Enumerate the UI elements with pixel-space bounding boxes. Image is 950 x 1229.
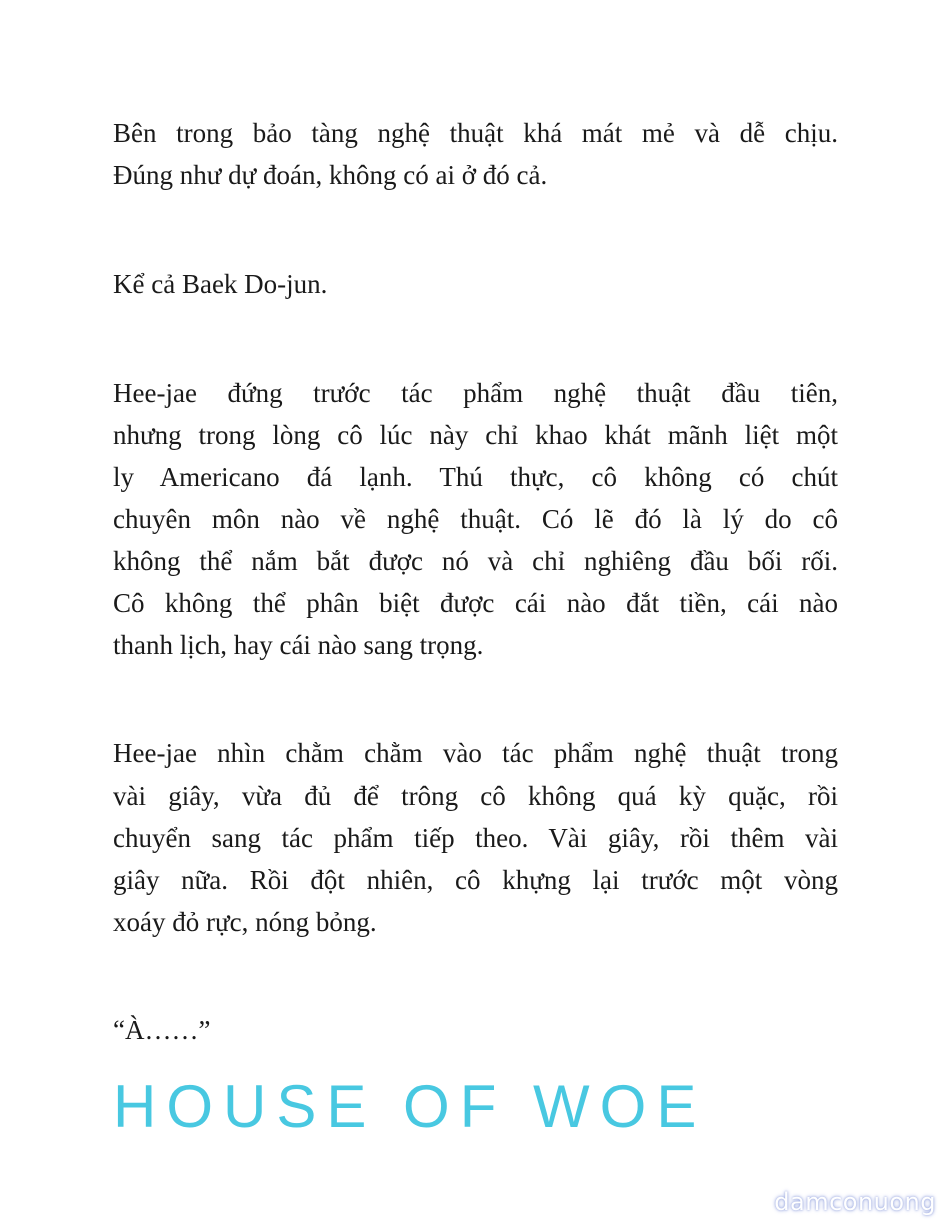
text-line: chuyển sang tác phẩm tiếp theo. Vài giây, rồi thêm vài	[113, 823, 838, 853]
text-line: chuyên môn nào về nghệ thuật. Có lẽ đó là lý do cô	[113, 504, 838, 534]
text-line: nhưng trong lòng cô lúc này chỉ khao khát mãnh liệt một	[113, 420, 838, 450]
text-line: Kể cả Baek Do-jun.	[113, 269, 328, 299]
house-of-woe-watermark: HOUSE OF WOE	[113, 1073, 707, 1140]
text-line: Hee-jae nhìn chằm chằm vào tác phẩm nghệ thuật trong	[113, 738, 838, 768]
text-line: Cô không thể phân biệt được cái nào đắt tiền, cái nào	[113, 588, 838, 618]
text-line: Bên trong bảo tàng nghệ thuật khá mát mẻ và dễ chịu.	[113, 118, 838, 148]
text-line: thanh lịch, hay cái nào sang trọng.	[113, 630, 484, 660]
text-line: Hee-jae đứng trước tác phẩm nghệ thuật đầu tiên,	[113, 378, 838, 408]
text-line: Đúng như dự đoán, không có ai ở đó cả.	[113, 160, 548, 190]
text-line: xoáy đỏ rực, nóng bỏng.	[113, 907, 377, 937]
text-line: giây nữa. Rồi đột nhiên, cô khựng lại trước một vòng	[113, 865, 838, 895]
site-watermark: damconuong	[774, 1188, 936, 1216]
text-line: “À……”	[113, 1015, 211, 1045]
text-line: vài giây, vừa đủ để trông cô không quá kỳ quặc, rồi	[113, 781, 838, 811]
text-line: ly Americano đá lạnh. Thú thực, cô không có chút	[113, 462, 838, 492]
text-line: không thể nắm bắt được nó và chỉ nghiêng đầu bối rối.	[113, 546, 838, 576]
